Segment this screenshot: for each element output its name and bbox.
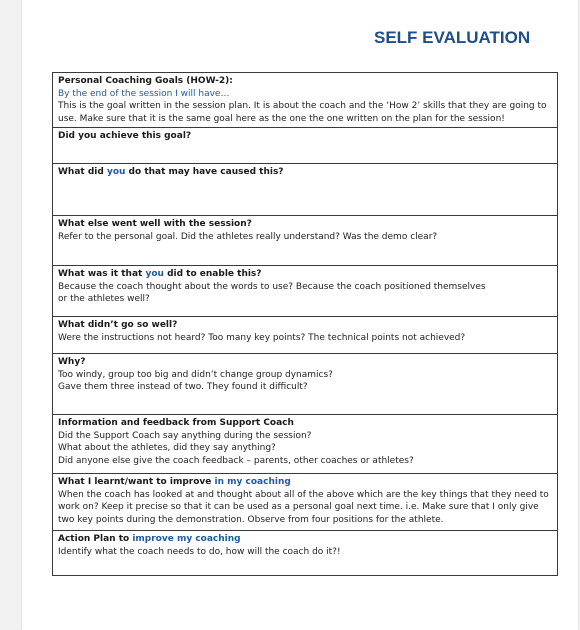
- row-body: When the coach has looked at and thought about all of the above which are the key things that they need to work on? Keep it precise so that it can be used as a personal goal next time. i.e. Make sure that I only give two key points during the demonstration. Observe from four positions for the athlete.: [58, 489, 549, 525]
- enable-this-cell: [53, 266, 558, 317]
- heading-text: Action Plan to: [58, 534, 133, 544]
- row-subheading: By the end of the session I will have…: [58, 88, 230, 99]
- row-body: Because the coach thought about the words to use? Because the coach positioned themselves or the athletes well?: [58, 281, 486, 304]
- not-so-well-cell: [53, 317, 558, 354]
- document-page: [22, 0, 578, 630]
- learnt-improve-cell: [53, 474, 558, 531]
- table-row: [53, 354, 558, 415]
- heading-highlight: in my coaching: [214, 477, 291, 487]
- row-body: Too windy, group too big and didn’t change group dynamics? Gave them three instead of two. They found it difficult?: [58, 369, 333, 392]
- coaching-goals-cell: [53, 73, 558, 128]
- row-heading: Personal Coaching Goals (HOW-2):: [58, 76, 233, 86]
- evaluation-table: [52, 72, 558, 576]
- table-row: [53, 73, 558, 128]
- why-cell: [53, 354, 558, 415]
- support-coach-feedback-cell: [53, 415, 558, 474]
- row-heading: Why?: [58, 357, 86, 367]
- table-row: [53, 474, 558, 531]
- heading-highlight: you: [106, 167, 126, 177]
- row-heading: [58, 476, 552, 489]
- achieve-goal-cell: [53, 128, 558, 164]
- row-body: Did the Support Coach say anything during the session? What about the athletes, did they say anything? Did anyone else give the coach feedback – parents, other coaches or athletes?: [58, 430, 414, 466]
- table-row: [53, 531, 558, 576]
- row-body: Refer to the personal goal. Did the athletes really understand? Was the demo clear?: [58, 231, 438, 242]
- row-heading: Did you achieve this goal?: [58, 131, 192, 141]
- heading-highlight: improve my coaching: [132, 534, 241, 544]
- heading-text: What was it that: [58, 269, 146, 279]
- heading-text: What did: [58, 167, 107, 177]
- row-heading: What else went well with the session?: [58, 219, 252, 229]
- row-heading: Information and feedback from Support Coach: [58, 418, 294, 428]
- table-row: [53, 128, 558, 164]
- went-well-cell: [53, 216, 558, 266]
- heading-text: What I learnt/want to improve: [58, 477, 215, 487]
- row-body: Identify what the coach needs to do, how will the coach do it?!: [58, 546, 341, 557]
- heading-text: do that may have caused this?: [125, 167, 284, 177]
- heading-text: did to enable this?: [163, 269, 262, 279]
- page-title: SELF EVALUATION: [374, 28, 531, 47]
- table-row: [53, 317, 558, 354]
- heading-highlight: you: [145, 269, 164, 279]
- row-heading: [58, 268, 552, 281]
- table-row: [53, 415, 558, 474]
- table-row: [53, 216, 558, 266]
- row-body: Were the instructions not heard? Too many key points? The technical points not achieved?: [58, 332, 466, 343]
- table-row: [53, 266, 558, 317]
- what-did-you-do-cell: [53, 164, 558, 216]
- row-body: This is the goal written in the session plan. It is about the coach and the ‘How 2’ skills that they are going to use. Make sure that it is the same goal here as the one the one written on the plan for the session!: [58, 101, 547, 124]
- row-heading: [58, 533, 552, 546]
- row-heading: [58, 166, 552, 179]
- table-row: [53, 164, 558, 216]
- action-plan-cell: [53, 531, 558, 576]
- row-heading: What didn’t go so well?: [58, 320, 178, 330]
